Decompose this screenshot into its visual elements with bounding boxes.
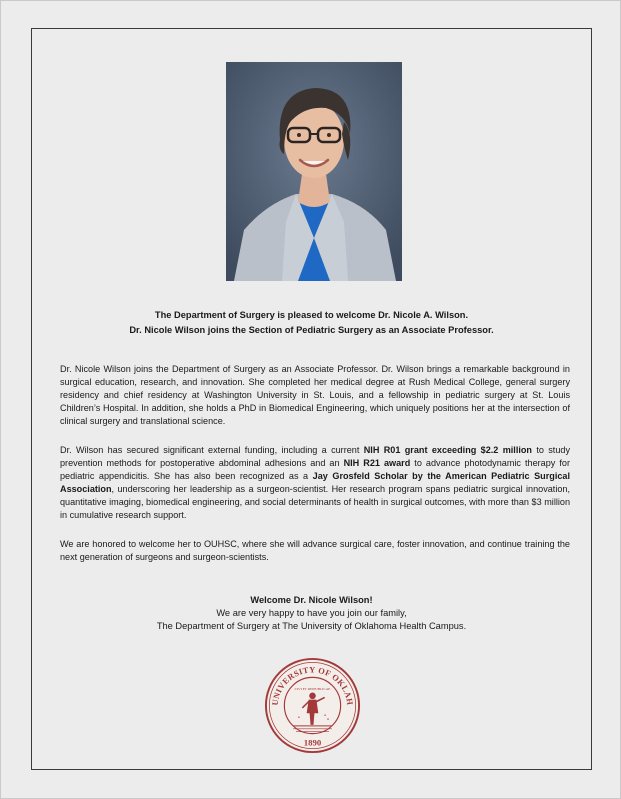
paragraph-welcome: We are honored to welcome her to OUHSC, where she will advance surgical care, foster innovation, and continue training the next generation of surgeons and surgeon-scientists.: [60, 539, 570, 563]
university-seal: [264, 657, 361, 754]
closing-family: We are very happy to have you join our family,: [216, 608, 407, 619]
funding-highlight-scholar: Jay Grosfeld Scholar by the American Pediatric Surgical Association: [60, 471, 570, 495]
headline-line-2: Dr. Nicole Wilson joins the Section of Pediatric Surgery as an Associate Professor.: [129, 325, 494, 335]
closing-welcome: Welcome Dr. Nicole Wilson!: [250, 595, 373, 605]
funding-text-2: to study prevention methods for postoperative abdominal adhesions and an: [60, 445, 570, 469]
funding-text-1: Dr. Wilson has secured significant external funding, including a current: [60, 445, 364, 455]
portrait-photo: [226, 62, 402, 281]
svg-text:THE UNIVERSITY OF OKLAHOMA: UNIVERSITY OF OKLAH: [270, 665, 355, 707]
svg-text:1890: 1890: [303, 737, 322, 748]
svg-text:CIVI ET REIPUBLICAE: CIVI ET REIPUBLICAE: [294, 686, 331, 691]
headline: [42, 308, 581, 338]
closing-block: [42, 594, 581, 634]
closing-signature: The Department of Surgery at The University of Oklahoma Health Campus.: [156, 621, 467, 632]
announcement-page: [31, 28, 592, 770]
funding-highlight-r01: NIH R01 grant exceeding $2.2 million: [363, 445, 532, 455]
headline-line-1: The Department of Surgery is pleased to welcome Dr. Nicole A. Wilson.: [154, 310, 469, 320]
paragraph-funding: [60, 444, 570, 523]
paragraph-background: Dr. Nicole Wilson joins the Department of Surgery as an Associate Professor. Dr. Wilson brings a remarkable background in surgical education, research, and innovation. She completed her medical degree at Rush Medical College, general surgery residency and chief residency at Washington University in St. Louis, and a fellowship in pediatric surgery at St. Louis Children’s Hospital. In addition, she holds a PhD in Biomedical Engineering, which uniquely positions her at the intersection of clinical surgery and translational science.: [60, 364, 570, 427]
funding-text-4: , underscoring her leadership as a surgeon-scientist. Her research program spans pediatric surgical innovation, quantitative imaging, biomedical engineering, and social determinants of health in surgical outcomes, with more than $3 million in cumulative research support.: [60, 484, 570, 521]
seal-graphic: [264, 657, 361, 754]
funding-highlight-r21: NIH R21 award: [343, 458, 411, 469]
portrait-illustration: [226, 62, 402, 281]
funding-text-3: to advance photodynamic therapy for pediatric appendicitis. She has also been recognized as a: [60, 458, 570, 482]
